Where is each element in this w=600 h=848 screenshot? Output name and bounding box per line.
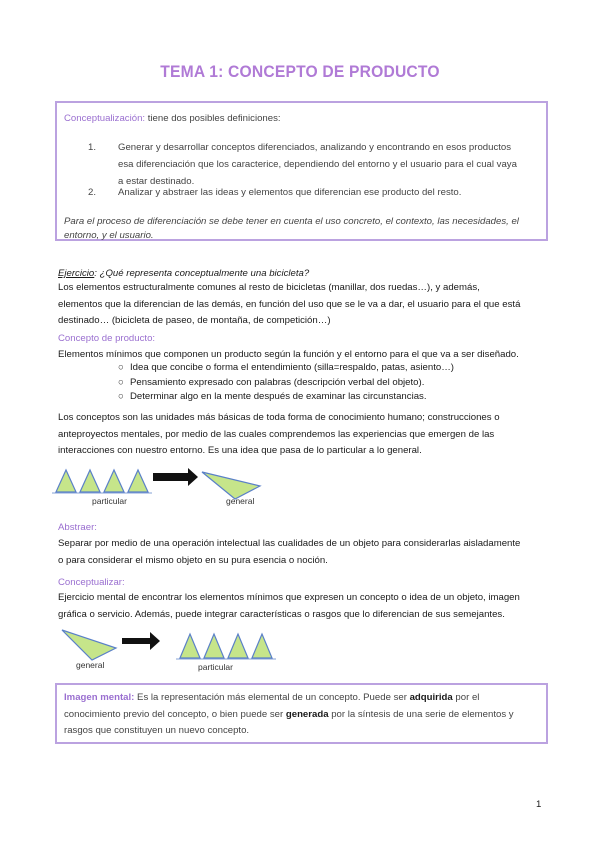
- definition-number-2: 2.: [88, 187, 97, 198]
- bullet-marker: ○: [118, 362, 124, 373]
- triangle-icon: [128, 470, 148, 492]
- page-number: 1: [536, 799, 542, 810]
- diagram2-right-label: particular: [198, 662, 233, 672]
- bullet-marker: ○: [118, 391, 124, 402]
- definition-1: [118, 139, 548, 190]
- bullet-text: Determinar algo en la mente después de examinar las circunstancias.: [130, 391, 427, 402]
- conceptualizar-text: [58, 590, 558, 623]
- bullet-marker: ○: [118, 376, 124, 388]
- note-line: entorno, y el usuario.: [64, 230, 154, 241]
- mental-image-line: [64, 690, 544, 707]
- mental-image-label: Imagen mental:: [64, 692, 135, 703]
- page-title: TEMA 1: CONCEPTO DE PRODUCTO: [160, 62, 440, 81]
- exercise-line: Los elementos estructuralmente comunes al resto de bicicletas (manillar, dos ruedas…), y además,: [58, 282, 480, 293]
- definition-1-line: esa diferenciación que los caracterice, dependiendo del entorno y el usuario para el cual vaya: [118, 159, 517, 170]
- triangle-icon: [180, 634, 200, 658]
- abstraer-line: Separar por medio de una operación intelectual las cualidades de un objeto para considerarlas aisladamente: [58, 538, 521, 549]
- diagram1-right-label: general: [226, 496, 255, 506]
- particular-to-general-diagram: [52, 464, 272, 512]
- definition-1-line: Generar y desarrollar conceptos diferenciados, analizando y encontrando en esos productos: [118, 142, 512, 153]
- conceptualization-label: Conceptualización:: [64, 113, 146, 124]
- product-concept-heading: Concepto de producto:: [58, 333, 156, 344]
- mental-image-text-3: conocimiento previo del concepto, o bien puede ser: [64, 708, 286, 720]
- triangle-icon: [80, 470, 100, 492]
- exercise-line: elementos que la diferencian de las demás, en función del uso que se le va a dar, el usuario para el que está: [58, 298, 521, 310]
- conceptualizar-line: gráfica o servicio. Además, puede integrar características o rasgos que lo diferencian de sus semejantes.: [58, 608, 505, 620]
- abstraer-text: [58, 536, 558, 569]
- conceptualization-note: [64, 213, 548, 244]
- product-concept-bullets: [118, 361, 454, 405]
- conceptualizar-line: Ejercicio mental de encontrar los elementos mínimos que expresen un concepto o idea de un objeto, imagen: [58, 592, 520, 603]
- definition-number-1: 1.: [88, 142, 97, 153]
- paragraph-line: anteproyectos mentales, por medio de las cuales comprendemos las experiencias que emergen de las: [58, 428, 495, 440]
- exercise-line: destinado… (bicicleta de paseo, de montaña, de competición…): [58, 315, 331, 326]
- definition-1-line: a estar destinado.: [118, 176, 195, 187]
- diagram1-left-label: particular: [92, 496, 127, 506]
- mental-image-text-4: por la síntesis de una serie de elementos y: [328, 708, 514, 720]
- general-to-particular-diagram: [58, 626, 278, 674]
- product-concept-intro: Elementos mínimos que componen un producto según la función y el entorno para el que va a ser diseñado.: [58, 349, 519, 360]
- mental-image-line: [64, 707, 544, 724]
- generated-term: generada: [285, 708, 329, 720]
- conceptualizar-heading: Conceptualizar:: [58, 577, 125, 588]
- bullet-text: Idea que concibe o forma el entendimiento (silla=respaldo, patas, asiento…): [130, 362, 454, 373]
- bullet-text: Pensamiento expresado con palabras (descripción verbal del objeto).: [130, 376, 425, 388]
- conceptualization-intro: [64, 110, 544, 127]
- mental-image-text-2: por el: [452, 692, 480, 703]
- mental-image-text: [64, 690, 544, 740]
- note-line: Para el proceso de diferenciación se debe tener en cuenta el uso concreto, el contexto, las necesidades, el: [64, 216, 519, 227]
- exercise-question-text: : ¿Qué representa conceptualmente una bicicleta?: [94, 268, 310, 279]
- triangle-icon: [252, 634, 272, 658]
- paragraph-line: interacciones con nuestro entorno. Es una idea que pasa de lo particular a lo general.: [58, 445, 422, 456]
- mental-image-line: rasgos que constituyen un nuevo concepto.: [64, 725, 250, 736]
- list-item: [118, 390, 454, 405]
- triangle-icon: [228, 634, 248, 658]
- concepts-paragraph: [58, 410, 558, 460]
- triangle-icon: [56, 470, 76, 492]
- exercise-label: Ejercicio: [58, 268, 95, 279]
- arrow-right-icon: [122, 632, 160, 650]
- mental-image-text-1: Es la representación más elemental de un concepto. Puede ser: [134, 692, 410, 703]
- acquired-term: adquirida: [409, 692, 453, 703]
- conceptualization-intro-text: tiene dos posibles definiciones:: [145, 113, 281, 124]
- paragraph-line: Los conceptos son las unidades más básicas de toda forma de conocimiento humano; construcciones o: [58, 412, 500, 423]
- arrow-right-icon: [153, 468, 198, 486]
- diagram2-left-label: general: [76, 660, 105, 670]
- exercise-answer: [58, 280, 548, 330]
- triangle-icon: [62, 630, 116, 660]
- triangle-icon: [204, 634, 224, 658]
- list-item: [118, 361, 454, 376]
- list-item: [118, 376, 454, 391]
- triangle-icon: [104, 470, 124, 492]
- definition-2: Analizar y abstraer las ideas y elementos que diferencian ese producto del resto.: [118, 187, 462, 198]
- abstraer-heading: Abstraer:: [58, 522, 97, 533]
- abstraer-line: o para considerar el mismo objeto en su pura esencia o noción.: [58, 554, 328, 566]
- triangle-icon: [202, 472, 260, 499]
